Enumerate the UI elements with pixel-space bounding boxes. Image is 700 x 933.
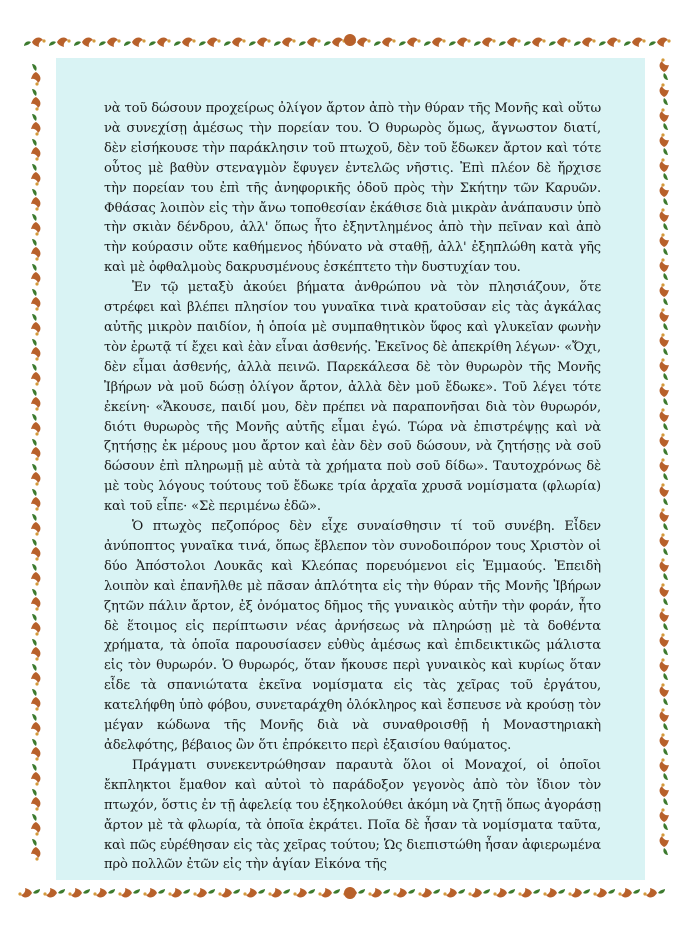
- border-ornament: [660, 733, 669, 755]
- border-ornament: [124, 38, 146, 47]
- border-ornament: [660, 758, 669, 780]
- border-ornament: [31, 189, 40, 211]
- border-ornament: [660, 258, 669, 280]
- border-ornament: [318, 888, 340, 897]
- border-ornament: [374, 38, 396, 47]
- border-ornament: [143, 888, 165, 897]
- border-ornament: [474, 38, 496, 47]
- border-ornament: [468, 888, 490, 897]
- border-ornament: [24, 38, 46, 47]
- border-ornament: [31, 839, 40, 861]
- border-ornament: [493, 888, 515, 897]
- border-ornament: [174, 38, 196, 47]
- border-ornament: [399, 38, 421, 47]
- border-ornament: [31, 439, 40, 461]
- border-ornament: [31, 89, 40, 111]
- border-ornament: [660, 783, 669, 805]
- center-medallion: [344, 887, 356, 899]
- border-ornament: [660, 358, 669, 380]
- border-ornament: [443, 888, 465, 897]
- border-ornament: [660, 433, 669, 455]
- border-ornament: [660, 58, 669, 80]
- border-ornament: [299, 38, 321, 47]
- border-ornament: [99, 38, 121, 47]
- border-ornament: [31, 414, 40, 436]
- border-ornament: [168, 888, 190, 897]
- border-ornament: [660, 633, 669, 655]
- border-ornament: [31, 289, 40, 311]
- paragraph-2: Ἐν τῷ μεταξὺ ἀκούει βήματα ἀνθρώπου νὰ τὸν πλησιάζουν, ὅτε στρέφει καὶ βλέπει πλησίον του γυναῖκα τινὰ κρατοῦσαν εἰς τὰς ἀγκάλας αὐτῆς μικρὸν παιδίον, ἡ ὁποία μὲ συμπαθητικὸν ὕφος καὶ γλυκεῖαν φωνὴν τὸν ἐρωτᾷ τί ἔχει καὶ ἐὰν εἶναι ἀσθενής. Ἐκεῖνος δὲ ἀπεκρίθη λέγων· «Ὄχι, δὲν εἶμαι ἀσθενής, ἀλλὰ πεινῶ. Παρεκάλεσα δὲ τὸν θυρωρὸν τῆς Μονῆς Ἰβήρων νὰ μοῦ δώσῃ ὀλίγον ἄρτον, ἀλλὰ δὲν μοῦ ἔδωκε». Τοῦ λέγει τότε ἐκείνη· «Ἄκουσε, παιδί μου, δὲν πρέπει νὰ παραπονῆσαι διὰ τὸν θυρωρόν, διότι θυρωρὸς τῆς Μονῆς αὐτῆς εἶμαι ἐγώ. Τώρα νὰ ἐπιστρέψῃς καὶ νὰ ζητήσῃς ἐκ μέρους μου ἄρτον καὶ ἐὰν δὲν σοῦ δώσουν, νὰ ζητήσῃς νὰ σοῦ δώσουν ἐπὶ πληρωμῇ μὲ αὐτὰ τὰ χρήματα ποὺ σοῦ δίδω». Ταυτοχρόνως δὲ μὲ τοὺς λόγους τούτους τοῦ ἔδωκε τρία ἀρχαῖα χρυσᾶ νομίσματα (φλωρία) καὶ τοῦ εἶπε· «Σὲ περιμένω ἐδῶ».: [104, 280, 601, 515]
- border-ornament: [149, 38, 171, 47]
- border-ornament: [31, 664, 40, 686]
- border-ornament: [660, 108, 669, 130]
- border-ornament: [31, 214, 40, 236]
- body-text: [104, 99, 601, 875]
- border-ornament: [31, 264, 40, 286]
- border-ornament: [31, 564, 40, 586]
- border-ornament: [274, 38, 296, 47]
- border-ornament: [324, 38, 346, 47]
- border-ornament: [660, 558, 669, 580]
- border-ornament: [660, 533, 669, 555]
- border-ornament: [660, 133, 669, 155]
- border-ornament: [193, 888, 215, 897]
- border-ornament: [660, 408, 669, 430]
- border-ornament: [524, 38, 546, 47]
- border-ornament: [118, 888, 140, 897]
- border-ornament: [649, 38, 671, 47]
- border-ornament: [660, 383, 669, 405]
- border-ornament: [660, 308, 669, 330]
- border-ornament: [31, 689, 40, 711]
- border-ornament: [660, 233, 669, 255]
- border-ornament: [31, 589, 40, 611]
- paragraph-4: Πράγματι συνεκεντρώθησαν παραυτὰ ὅλοι οἱ Μοναχοί, οἱ ὁποῖοι ἔκπληκτοι ἔμαθον καὶ αὐτοὶ τὸ παράδοξον γεγονὸς ἀπὸ τὸν ἴδιον τὸν πτωχόν, ὅστις ἐν τῇ ἀφελείᾳ του ἐξηκολούθει ἀκόμη νὰ ζητῇ ὅπως ἀγοράσῃ ἄρτον μὲ τὰ φλωρία, τὰ ὁποῖα ἐκράτει. Ποῖα δὲ ἦσαν τὰ νομίσματα ταῦτα, καὶ πῶς εὑρέθησαν εἰς τὰς χεῖρας τούτου; Ὡς διεπιστώθη ἦσαν ἀφιερωμένα πρὸ πολλῶν ἐτῶν εἰς τὴν ἁγίαν Εἰκόνα τῆς: [104, 757, 601, 873]
- border-ornament: [31, 514, 40, 536]
- paragraph-1: νὰ τοῦ δώσουν προχείρως ὀλίγον ἄρτον ἀπὸ τὴν θύραν τῆς Μονῆς καὶ οὕτω νὰ συνεχίσῃ ἀμέσως τὴν πορείαν του. Ὁ θυρωρὸς ὅμως, ἄγνωστον διατί, δὲν εἰσήκουσε τὴν παράκλησιν τοῦ πτωχοῦ, δὲν τοῦ ἔδωκεν ἄρτον καὶ τότε οὗτος μὲ βαθὺν στεναγμὸν ἔφυγεν ἐντελῶς νῆστις. Ἐπὶ πλέον δὲ ἤρχισε τὴν πορείαν του ἐπὶ τῆς ἀνηφορικῆς ὁδοῦ πρὸς τὴν Σκήτην τῶν Καρυῶν. Φθάσας λοιπὸν εἰς τὴν ἄνω τοποθεσίαν ἐκάθισε διὰ μικρὰν ἀνάπαυσιν ὑπὸ τὴν σκιὰν δένδρου, ἀλλ' ὅπως ἦτο ἐξηντλημένος ἀπὸ τὴν πεῖναν καὶ ἀπὸ τὴν κούρασιν οὔτε καθήμενος ἠδύνατο νὰ σταθῇ, ἀλλ' ἐξηπλώθη κατὰ γῆς καὶ μὲ ὀφθαλμοὺς δακρυσμένους ἐσκέπτετο τὴν δυστυχίαν του.: [104, 101, 601, 276]
- border-ornament: [31, 364, 40, 386]
- border-ornament: [660, 458, 669, 480]
- border-ornament: [599, 38, 621, 47]
- border-ornament: [618, 888, 640, 897]
- border-ornament: [660, 833, 669, 855]
- border-ornament: [218, 888, 240, 897]
- border-ornament: [31, 239, 40, 261]
- border-ornament: [31, 539, 40, 561]
- border-ornament: [31, 114, 40, 136]
- border-ornament: [293, 888, 315, 897]
- border-ornament: [393, 888, 415, 897]
- border-ornament: [31, 489, 40, 511]
- border-ornament: [49, 38, 71, 47]
- border-ornament: [660, 83, 669, 105]
- border-ornament: [31, 389, 40, 411]
- border-ornament: [660, 508, 669, 530]
- border-ornament: [18, 888, 40, 897]
- border-ornament: [31, 339, 40, 361]
- border-ornament: [31, 64, 40, 86]
- border-ornament: [568, 888, 590, 897]
- border-ornament: [660, 708, 669, 730]
- border-ornament: [368, 888, 390, 897]
- border-ornament: [574, 38, 596, 47]
- border-ornament: [543, 888, 565, 897]
- border-ornament: [31, 764, 40, 786]
- border-ornament: [660, 333, 669, 355]
- border-ornament: [31, 639, 40, 661]
- border-ornament: [74, 38, 96, 47]
- border-ornament: [68, 888, 90, 897]
- border-ornament: [499, 38, 521, 47]
- border-ornament: [31, 139, 40, 161]
- border-ornament: [224, 38, 246, 47]
- border-ornament: [660, 208, 669, 230]
- border-ornament: [593, 888, 615, 897]
- border-ornament: [31, 464, 40, 486]
- border-ornament: [31, 789, 40, 811]
- border-ornament: [643, 888, 665, 897]
- border-ornament: [31, 714, 40, 736]
- border-ornament: [518, 888, 540, 897]
- border-ornament: [424, 38, 446, 47]
- border-ornament: [660, 808, 669, 830]
- border-ornament: [249, 38, 271, 47]
- border-ornament: [549, 38, 571, 47]
- border-ornament: [43, 888, 65, 897]
- center-medallion: [344, 34, 356, 46]
- paragraph-3: Ὁ πτωχὸς πεζοπόρος δὲν εἶχε συναίσθησιν τί τοῦ συνέβη. Εἶδεν ἀνύποπτος γυναῖκα τινά, ὅπως ἔβλεπον τὸν συνοδοιπόρον τους Χριστὸν οἱ δύο Ἀπόστολοι Λουκᾶς καὶ Κλεόπας πορευόμενοι εἰς Ἐμμαούς. Ἐπειδὴ λοιπὸν καὶ ἐπανῆλθε μὲ πᾶσαν ἁπλότητα εἰς τὴν θύραν τῆς Μονῆς Ἰβήρων ζητῶν πάλιν ἄρτον, ἐξ ὀνόματος δῆμος τῆς γυναικὸς αὐτῆν τὴν φοράν, ἦτο δὲ ἕτοιμος εἰς περίπτωσιν νέας ἀρνήσεως νὰ πληρώσῃ μὲ τὰ δοθέντα χρήματα, τὰ ὁποῖα παρουσίασεν εὐθὺς ἀμέσως καὶ ἐπιδεικτικῶς μάλιστα εἰς τὸν θυρωρόν. Ὁ θυρωρός, ὅταν ἤκουσε περὶ γυναικὸς καὶ κυρίως ὅταν εἶδε τὰ σπανιώτατα ἐκεῖνα νομίσματα εἰς τὰς χεῖρας τοῦ ἐργάτου, κατελήφθη ὑπὸ φόβου, συνεταράχθη ὁλόκληρος καὶ ἔσπευσε νὰ κρούσῃ τὸν μέγαν κώδωνα τῆς Μονῆς διὰ νὰ συναθροισθῇ ἡ Μοναστηριακὴ ἀδελφότης, βέβαιος ὢν ὅτι ἐπρόκειτο περὶ ἐξαισίου θαύματος.: [104, 519, 601, 753]
- border-ornament: [418, 888, 440, 897]
- border-ornament: [31, 814, 40, 836]
- border-ornament: [660, 608, 669, 630]
- border-ornament: [624, 38, 646, 47]
- border-ornament: [449, 38, 471, 47]
- border-ornament: [31, 164, 40, 186]
- border-ornament: [660, 483, 669, 505]
- border-ornament: [31, 739, 40, 761]
- border-ornament: [660, 683, 669, 705]
- border-ornament: [660, 183, 669, 205]
- border-ornament: [243, 888, 265, 897]
- border-ornament: [31, 314, 40, 336]
- border-ornament: [31, 614, 40, 636]
- border-ornament: [660, 158, 669, 180]
- border-ornament: [199, 38, 221, 47]
- border-ornament: [660, 658, 669, 680]
- border-ornament: [660, 583, 669, 605]
- border-ornament: [660, 283, 669, 305]
- border-ornament: [93, 888, 115, 897]
- border-ornament: [268, 888, 290, 897]
